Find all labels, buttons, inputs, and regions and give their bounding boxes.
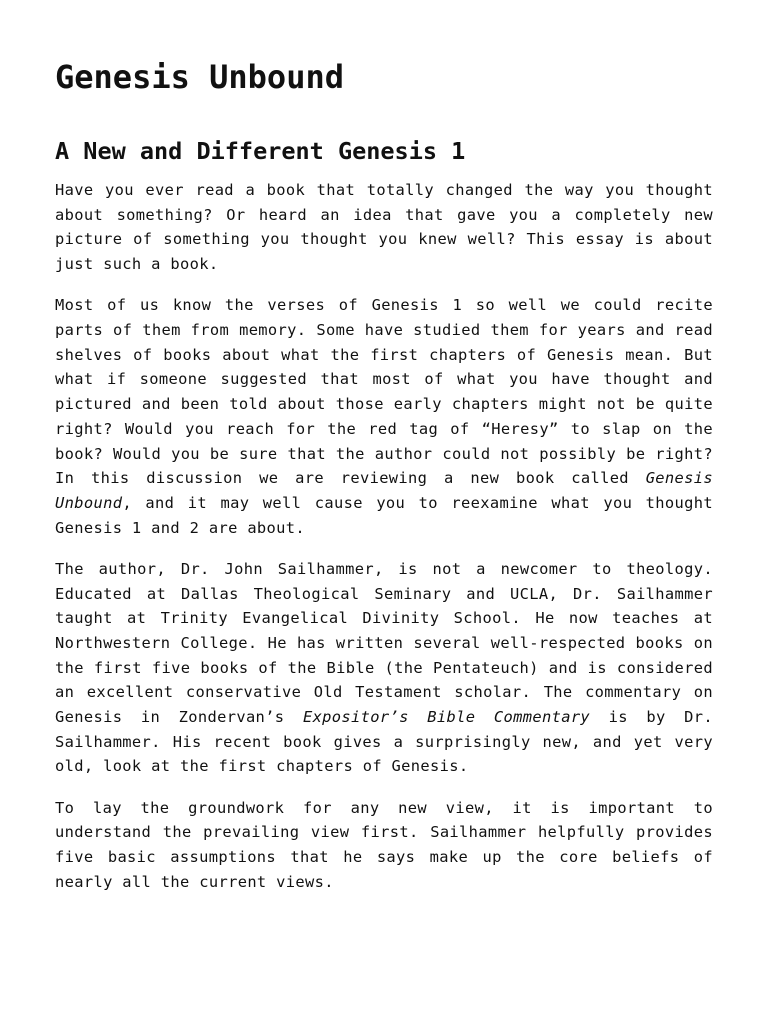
book-title-expositors-commentary: Expositor’s Bible Commentary [302, 708, 591, 727]
paragraph-3-text-a: The author, Dr. John Sailhammer, is not a newcomer to theology. Educated at Dallas Theological Seminary and UCLA, Dr. Sailhammer taught at Trinity Evangelical Divinity School. He now teaches at Northwestern College. He has written several well-respected books on the first five books of the Bible (the Pentateuch) and is considered an excellent conservative Old Testament scholar. The commentary on Genesis in Zondervan’s [55, 559, 713, 727]
page-title: Genesis Unbound [55, 58, 344, 96]
paragraph-3 [55, 557, 713, 779]
paragraph-1: Have you ever read a book that totally changed the way you thought about something? Or heard an idea that gave you a completely new picture of something you thought you knew well? This essay is about just such a book. [55, 181, 713, 274]
paragraph-2 [55, 293, 713, 540]
paragraph-2-text-b: , and it may well cause you to reexamine what you thought Genesis 1 and 2 are about. [55, 493, 713, 537]
section-heading: A New and Different Genesis 1 [55, 137, 466, 165]
paragraph-4: To lay the groundwork for any new view, it is important to understand the prevailing view first. Sailhammer helpfully provides five basic assumptions that he says make up the core beliefs of nearly all the current views. [55, 798, 713, 891]
paragraph-2-text-a: Most of us know the verses of Genesis 1 so well we could recite parts of them from memory. Some have studied them for years and read shelves of books about what the first chapters of Genesis mean. But what if someone suggested that most of what you have thought and pictured and been told about those early chapters might not be quite right? Would you reach for the red tag of “Heresy” to slap on the book? Would you be sure that the author could not possibly be right? In this discussion we are reviewing a new book called [55, 296, 713, 488]
book-title-genesis-unbound: Genesis Unbound [55, 469, 713, 512]
article [55, 0, 713, 894]
paragraph-3-text-b: is by Dr. Sailhammer. His recent book gives a surprisingly new, and yet very old, look at the first chapters of Genesis. [55, 708, 713, 776]
